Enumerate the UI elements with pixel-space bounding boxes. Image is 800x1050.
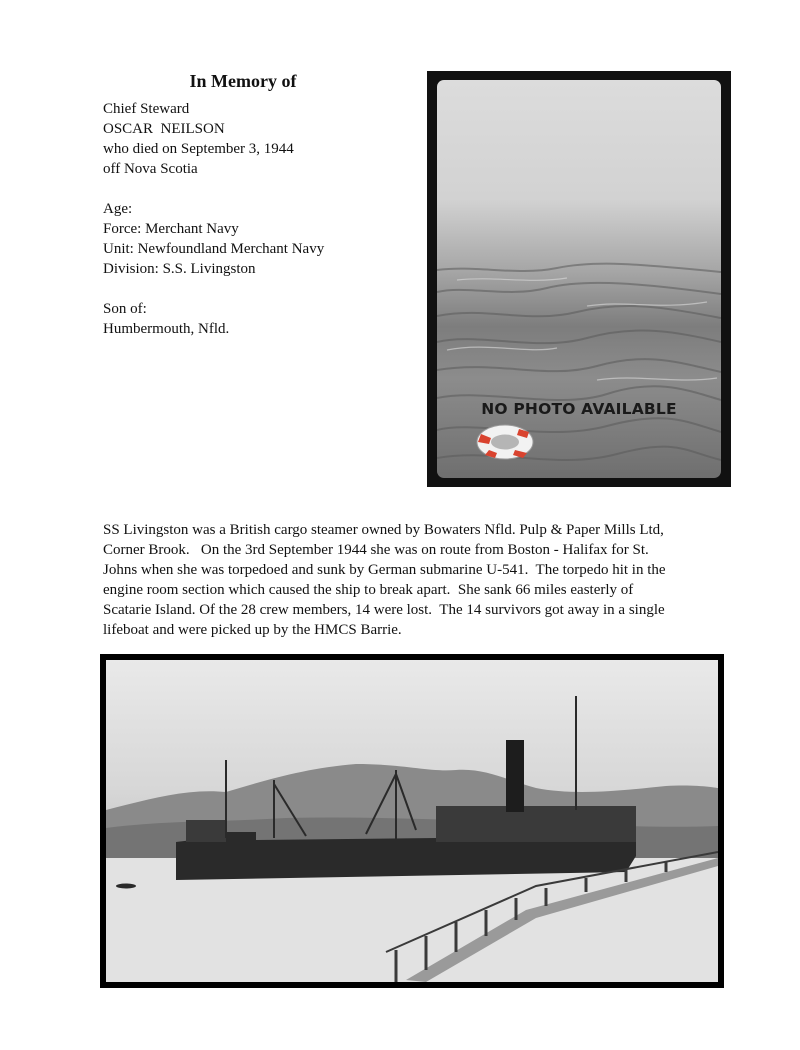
story-line: Corner Brook. On the 3rd September 1944 she was on route from Boston - Halifax for St. <box>103 542 649 558</box>
person-details <box>103 99 413 339</box>
division: Division: S.S. Livingston <box>103 261 256 277</box>
portrait-frame <box>427 71 731 487</box>
sea-placeholder-image <box>437 80 721 478</box>
hometown: Humbermouth, Nfld. <box>103 321 230 337</box>
death-place: off Nova Scotia <box>103 161 198 177</box>
no-photo-caption: NO PHOTO AVAILABLE <box>481 400 677 418</box>
story-line: lifeboat and were picked up by the HMCS Barrie. <box>103 622 402 638</box>
lifebuoy-icon <box>475 420 539 464</box>
ship-photo <box>106 660 718 982</box>
death-date: who died on September 3, 1944 <box>103 141 294 157</box>
age: Age: <box>103 201 133 217</box>
memorial-title: In Memory of <box>189 71 297 91</box>
ship-photo-frame <box>100 654 724 988</box>
story-line: engine room section which caused the ship to break apart. She sank 66 miles easterly of <box>103 582 634 598</box>
ship-story <box>103 520 743 640</box>
son-of: Son of: <box>103 301 147 317</box>
sea-waves <box>437 80 721 478</box>
story-line: Scatarie Island. Of the 28 crew members, 14 were lost. The 14 survivors got away in a single <box>103 602 665 618</box>
unit: Unit: Newfoundland Merchant Navy <box>103 241 325 257</box>
story-line: Johns when she was torpedoed and sunk by German submarine U-541. The torpedo hit in the <box>103 562 666 578</box>
person-name: OSCAR NEILSON <box>103 121 225 137</box>
rank: Chief Steward <box>103 101 190 117</box>
ss-livingston-image <box>106 660 718 982</box>
force: Force: Merchant Navy <box>103 221 239 237</box>
story-line: SS Livingston was a British cargo steamer owned by Bowaters Nfld. Pulp & Paper Mills Ltd, <box>103 522 664 538</box>
